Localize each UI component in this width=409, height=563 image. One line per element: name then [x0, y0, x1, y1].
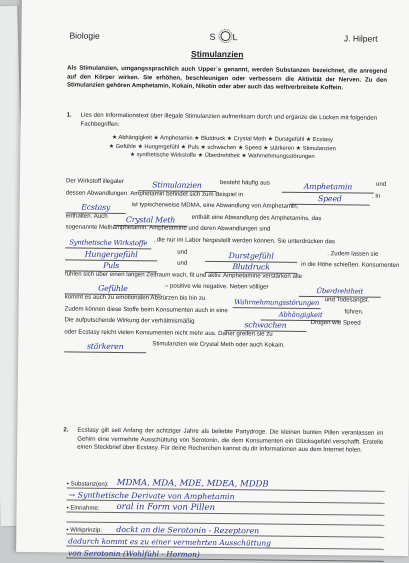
cloze-text	[64, 174, 400, 352]
cloze-text-segment: . Zudem lassen sie	[327, 249, 379, 258]
handwritten-answer: Gefühle	[98, 284, 128, 294]
cloze-text-segment: sogenannte Methamphetamin. Amphetamine und deren Abwandlungen sind	[65, 223, 271, 233]
cloze-text-segment: enthält eine Abwandlung des Amphetamins, das	[191, 213, 322, 222]
word-bank-item: ★ Wahrnehmungsstörungen	[241, 153, 315, 161]
handwritten-answer: Crystal Meth	[125, 214, 176, 225]
substance-label: • Substanz(en):	[66, 480, 109, 488]
page-title: Stimulanzien	[191, 48, 244, 60]
cloze-text-segment: ist typischerweise MDMA, eine Abwandlung von Amphetamin,	[131, 201, 299, 211]
cloze-text-segment: besteht häufig aus	[219, 179, 270, 187]
task-1-number: 1.	[66, 111, 72, 119]
handwritten-answer: Puls	[103, 260, 120, 271]
cloze-text-segment: oder Ecstasy reicht vielen Konsumenten nicht mehr aus. Daher greifen sie zu	[64, 328, 273, 338]
handwritten-answer: Durstgefühl	[228, 250, 274, 261]
cloze-text-segment: führen.	[344, 307, 364, 316]
worksheet-header	[69, 30, 385, 47]
word-bank-item: ★ Stimulanzien	[295, 145, 336, 152]
cloze-text-segment: dessen Abwandlungen. Amphetamin befindet sich zum Beispiel in	[65, 189, 244, 198]
handwritten-answer: oral in Form von Pillen	[116, 501, 216, 514]
task-1	[67, 111, 387, 132]
sun-icon	[220, 31, 230, 41]
handwritten-answer: Hungergefühl	[84, 249, 138, 259]
word-bank-item: ★ synthetische Wirkstoffe	[129, 152, 197, 159]
intake-label: • Einnahme:	[66, 504, 100, 512]
word-bank	[72, 133, 372, 162]
cloze-text-segment: Drogen wie Speed	[310, 319, 361, 327]
cloze-text-segment: in die Höhe schießen. Konsumenten	[301, 261, 400, 270]
handwritten-answer: Stimulanzien	[152, 180, 202, 190]
cloze-text-segment: . In	[371, 192, 381, 200]
handwritten-answer: dadurch kommt es zu einer vermehrten Ausschüttung	[68, 536, 271, 548]
task-2	[63, 426, 383, 455]
word-bank-item: ★ Speed	[237, 144, 262, 152]
cloze-text-segment: enthalten. Auch	[65, 212, 108, 220]
handwritten-answer: Wahrnehmungsstörungen	[234, 298, 320, 308]
handwritten-answer: Speed	[317, 193, 342, 203]
subject-label: Biologie	[69, 30, 100, 41]
cloze-text-segment: fühlen sich über einen langen Zeitraum wach, fit und aktiv. Amphetamine verstärken alle	[64, 270, 303, 280]
handwritten-answer: stärkeren	[86, 341, 124, 352]
task-2-text: Ecstasy gilt seit Anfang der achtziger Jahre als beliebte Partydroge. Die kleinen bunten Pillen veranlassen im Gehirn eine vermehrte Ausschüttung von Serotonin, die dem Konsumenten ein Glücksgefühl verschafft. Erstelle einen Steckbrief über Ecstasy. Für deine Recherchen kannst du dir Informationen aus dem Internet holen.	[77, 426, 384, 454]
cloze-text-segment: Zudem können diese Stoffe beim Konsumenten auch in eine	[64, 304, 228, 314]
worksheet-page	[16, 0, 409, 559]
word-bank-item: ★ Abhängigkeit	[111, 134, 152, 142]
handwritten-answer: dockt an die Serotonin - Rezeptoren	[116, 524, 260, 536]
word-bank-item: ★ Hungergefühl	[137, 143, 180, 151]
handwritten-answer: Ecstasy	[81, 202, 111, 213]
handwritten-answer: → Synthetische Derivate von Amphetamin	[68, 490, 235, 502]
cloze-text-segment: und Todesangst.	[324, 296, 370, 304]
task-2-number: 2.	[63, 426, 69, 434]
word-bank-item: ★ stärkeren	[263, 145, 295, 152]
cloze-text-segment: und	[177, 248, 188, 256]
cloze-text-segment: und	[375, 180, 387, 188]
word-bank-item: ★ Ecstasy	[305, 136, 334, 144]
cloze-text-segment: und	[177, 259, 188, 267]
word-bank-item: ★ Durstgefühl	[267, 136, 305, 143]
word-bank-item: ★ Amphetamin	[153, 135, 193, 142]
cloze-text-segment: , die nur im Labor hergestellt werden können. Sie unterdrücken das	[153, 236, 335, 246]
author-name: J. Hilpert	[343, 33, 378, 44]
word-bank-item: ★ Gefühle	[108, 143, 136, 150]
cloze-text-segment: – positive wie negative. Neben völliger	[164, 282, 269, 291]
profile-answer-lines	[66, 477, 385, 562]
task-1-text: Lies den Informationstext über illegale Stimulanzien aufmerksam durch und ergänze die Lücken mit folgenden Fachbegriffen:	[80, 111, 378, 128]
word-bank-item: ★ Crystal Meth	[226, 136, 267, 143]
word-bank-item: ★ Blutdruck	[194, 135, 226, 143]
handwritten-answer: Abhängigkeit	[278, 310, 323, 319]
handwritten-answer: Blutdruck	[232, 262, 270, 272]
handwritten-answer: MDMA, MDA, MDE, MDEA, MDDB	[116, 477, 269, 490]
handwritten-answer: von Serotonin (Wohlfühl - Hormon)	[68, 548, 200, 559]
cloze-text-segment: kommt es auch zu emotionalen Abstürzen bis hin zu	[64, 293, 206, 302]
handwritten-answer: Überdrehtheit	[316, 287, 364, 296]
effect-line-3[interactable]	[66, 547, 384, 562]
cloze-text-segment: Die aufputschende Wirkung der verhältnismäßig	[64, 316, 195, 325]
intro-paragraph: Als Stimulanzien, umgangssprachlich auch Upper´s genannt, werden Substanzen bezeichnet, die anregend auf den Körper wirken. Sie erhöhen, beschleunigen oder verbessern die Aktivität der Nerven. Zu den Stimulanzien gehören Amphetamin, Kokain, Nikotin oder aber auch das weltverbreitete Koffein.	[66, 64, 388, 92]
effect-label: • Wirkprinzip:	[66, 526, 103, 534]
handwritten-answer: schwachen	[244, 320, 287, 330]
school-logo: S L	[209, 31, 241, 43]
handwritten-answer: Amphetamin	[303, 181, 353, 192]
handwritten-answer: Synthetische Wirkstoffe	[69, 238, 148, 248]
word-bank-item: ★ Puls	[180, 144, 199, 151]
cloze-text-segment: Stimulanzien wie Crystal Meth oder auch Kokain.	[152, 340, 285, 350]
answer-gap[interactable]	[64, 343, 146, 354]
cloze-text-segment: Der Wirkstoff illegaler	[65, 177, 124, 186]
word-bank-item: ★ schwachen	[200, 144, 237, 151]
word-bank-item: ★ Überdrehtheit	[197, 153, 240, 160]
